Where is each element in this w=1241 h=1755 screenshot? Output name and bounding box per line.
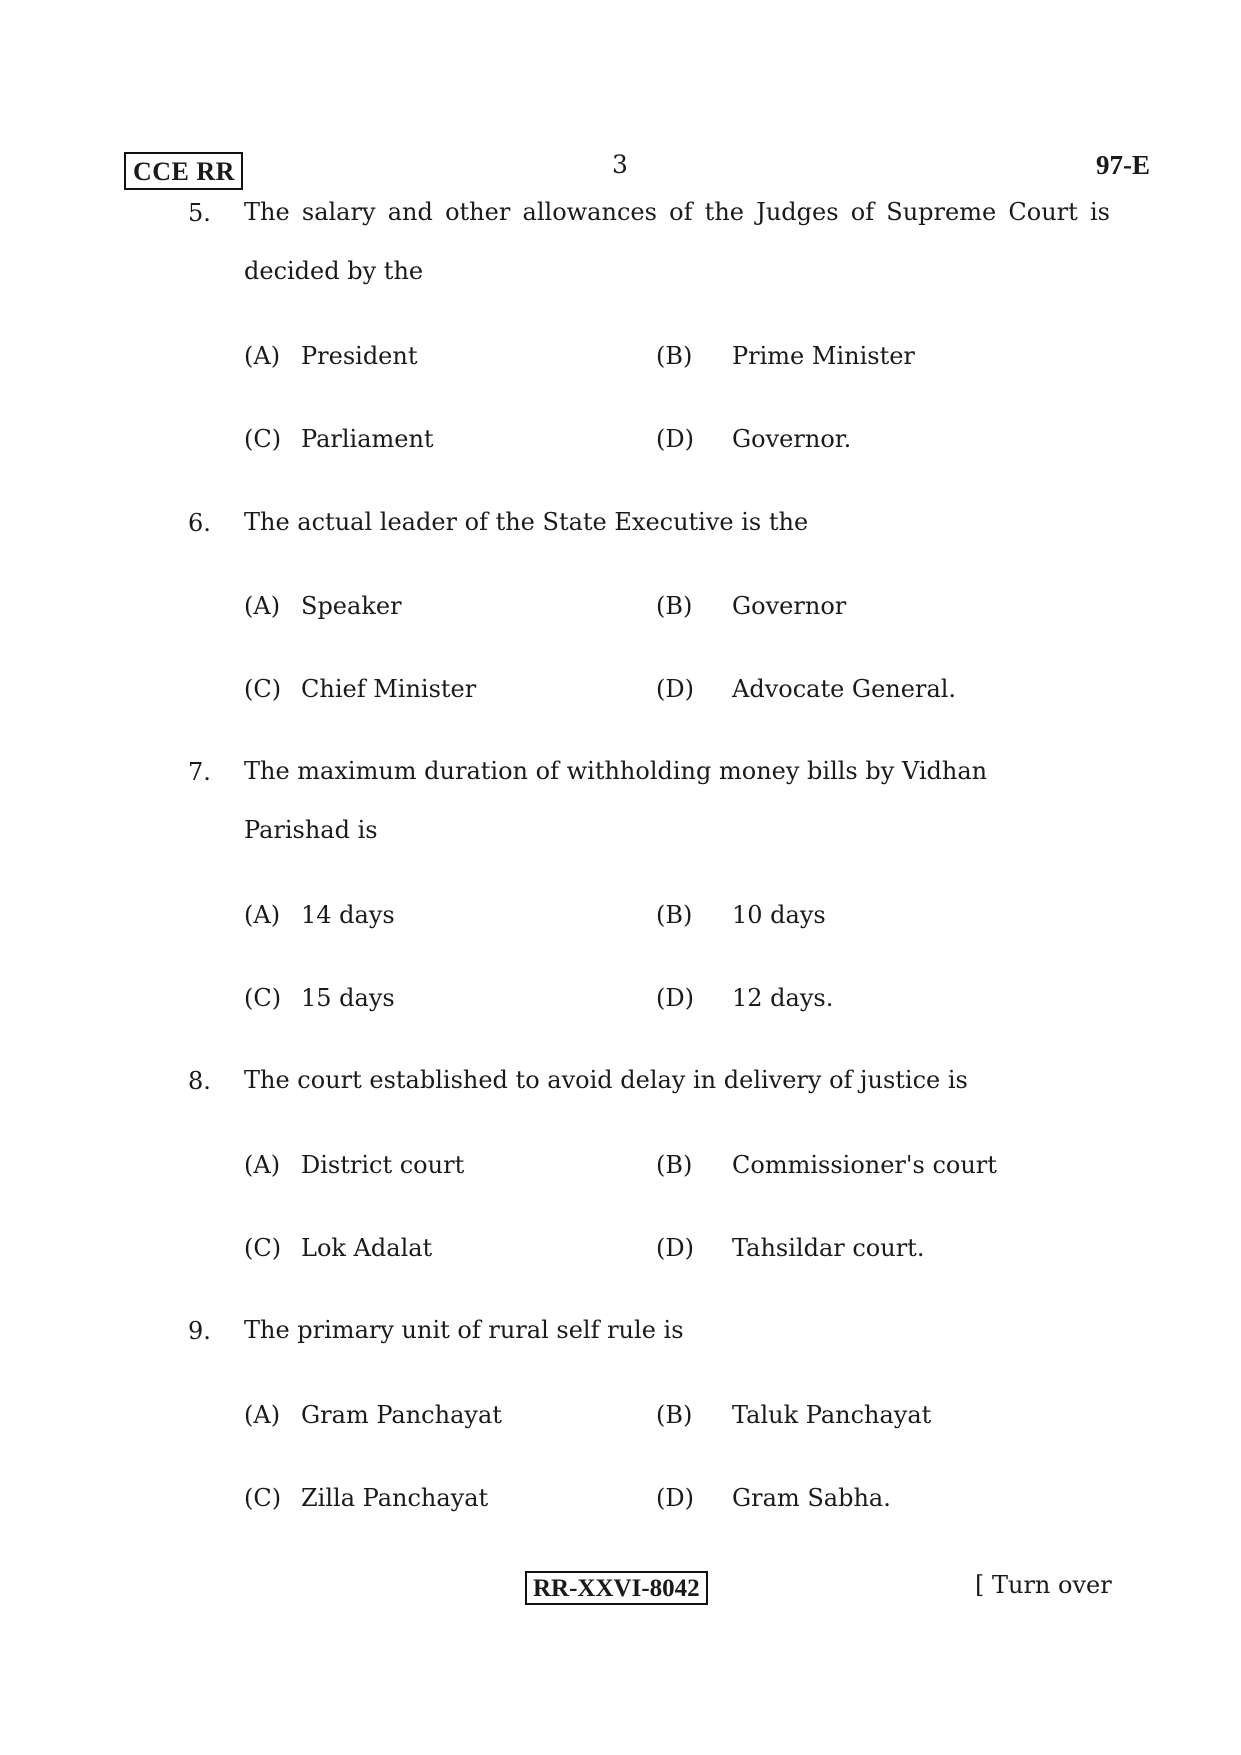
q9-option-c-letter: (C) bbox=[244, 1484, 282, 1512]
question-9-text: The primary unit of rural self rule is bbox=[244, 1316, 684, 1344]
page-number: 3 bbox=[612, 150, 628, 179]
footer-code-box: RR-XXVI-8042 bbox=[525, 1571, 708, 1605]
q6-option-b-letter: (B) bbox=[656, 592, 693, 620]
question-6-number: 6. bbox=[188, 509, 211, 537]
question-6-text: The actual leader of the State Executive is the bbox=[244, 508, 809, 536]
q5-option-a-letter: (A) bbox=[244, 342, 281, 370]
paper-code: 97-E bbox=[1096, 150, 1150, 180]
q7-option-c-text: 15 days bbox=[301, 984, 395, 1012]
question-5-text: The salary and other allowances of the Judges of Supreme Court is decided by the bbox=[244, 198, 1110, 285]
header-code-box: CCE RR bbox=[124, 152, 243, 190]
q6-option-a-letter: (A) bbox=[244, 592, 281, 620]
q5-option-c-text: Parliament bbox=[301, 425, 434, 453]
question-7-text-line-1: The maximum duration of withholding money bills by Vidhan bbox=[244, 757, 988, 785]
q8-option-b-letter: (B) bbox=[656, 1151, 693, 1179]
q7-option-a-text: 14 days bbox=[301, 901, 395, 929]
question-5-number: 5. bbox=[188, 199, 211, 227]
q7-option-a-letter: (A) bbox=[244, 901, 281, 929]
q7-option-c-letter: (C) bbox=[244, 984, 282, 1012]
q7-option-b-letter: (B) bbox=[656, 901, 693, 929]
q6-option-b-text: Governor bbox=[732, 592, 847, 620]
q8-option-c-text: Lok Adalat bbox=[301, 1234, 433, 1262]
question-8-number: 8. bbox=[188, 1067, 211, 1095]
q6-option-d-letter: (D) bbox=[656, 675, 694, 703]
q5-option-d-letter: (D) bbox=[656, 425, 694, 453]
q5-option-c-letter: (C) bbox=[244, 425, 282, 453]
q9-option-d-letter: (D) bbox=[656, 1484, 694, 1512]
q5-option-b-text: Prime Minister bbox=[732, 342, 915, 370]
q6-option-a-text: Speaker bbox=[301, 592, 402, 620]
turn-over-note: [ Turn over bbox=[975, 1571, 1112, 1599]
q6-option-c-text: Chief Minister bbox=[301, 675, 477, 703]
question-7-number: 7. bbox=[188, 758, 211, 786]
q8-option-d-letter: (D) bbox=[656, 1234, 694, 1262]
q9-option-b-text: Taluk Panchayat bbox=[732, 1401, 932, 1429]
q8-option-c-letter: (C) bbox=[244, 1234, 282, 1262]
q6-option-c-letter: (C) bbox=[244, 675, 282, 703]
q5-option-d-text: Governor. bbox=[732, 425, 852, 453]
q7-option-d-letter: (D) bbox=[656, 984, 694, 1012]
question-9-number: 9. bbox=[188, 1317, 211, 1345]
q8-option-a-text: District court bbox=[301, 1151, 465, 1179]
q9-option-a-text: Gram Panchayat bbox=[301, 1401, 502, 1429]
q8-option-b-text: Commissioner's court bbox=[732, 1151, 997, 1179]
q9-option-c-text: Zilla Panchayat bbox=[301, 1484, 489, 1512]
question-8-text: The court established to avoid delay in delivery of justice is bbox=[244, 1066, 968, 1094]
q9-option-b-letter: (B) bbox=[656, 1401, 693, 1429]
q9-option-a-letter: (A) bbox=[244, 1401, 281, 1429]
question-7-text-line-2: Parishad is bbox=[244, 816, 378, 844]
q5-option-b-letter: (B) bbox=[656, 342, 693, 370]
q7-option-d-text: 12 days. bbox=[732, 984, 834, 1012]
q7-option-b-text: 10 days bbox=[732, 901, 826, 929]
q8-option-a-letter: (A) bbox=[244, 1151, 281, 1179]
q9-option-d-text: Gram Sabha. bbox=[732, 1484, 891, 1512]
q6-option-d-text: Advocate General. bbox=[732, 675, 957, 703]
q5-option-a-text: President bbox=[301, 342, 418, 370]
q8-option-d-text: Tahsildar court. bbox=[732, 1234, 925, 1262]
